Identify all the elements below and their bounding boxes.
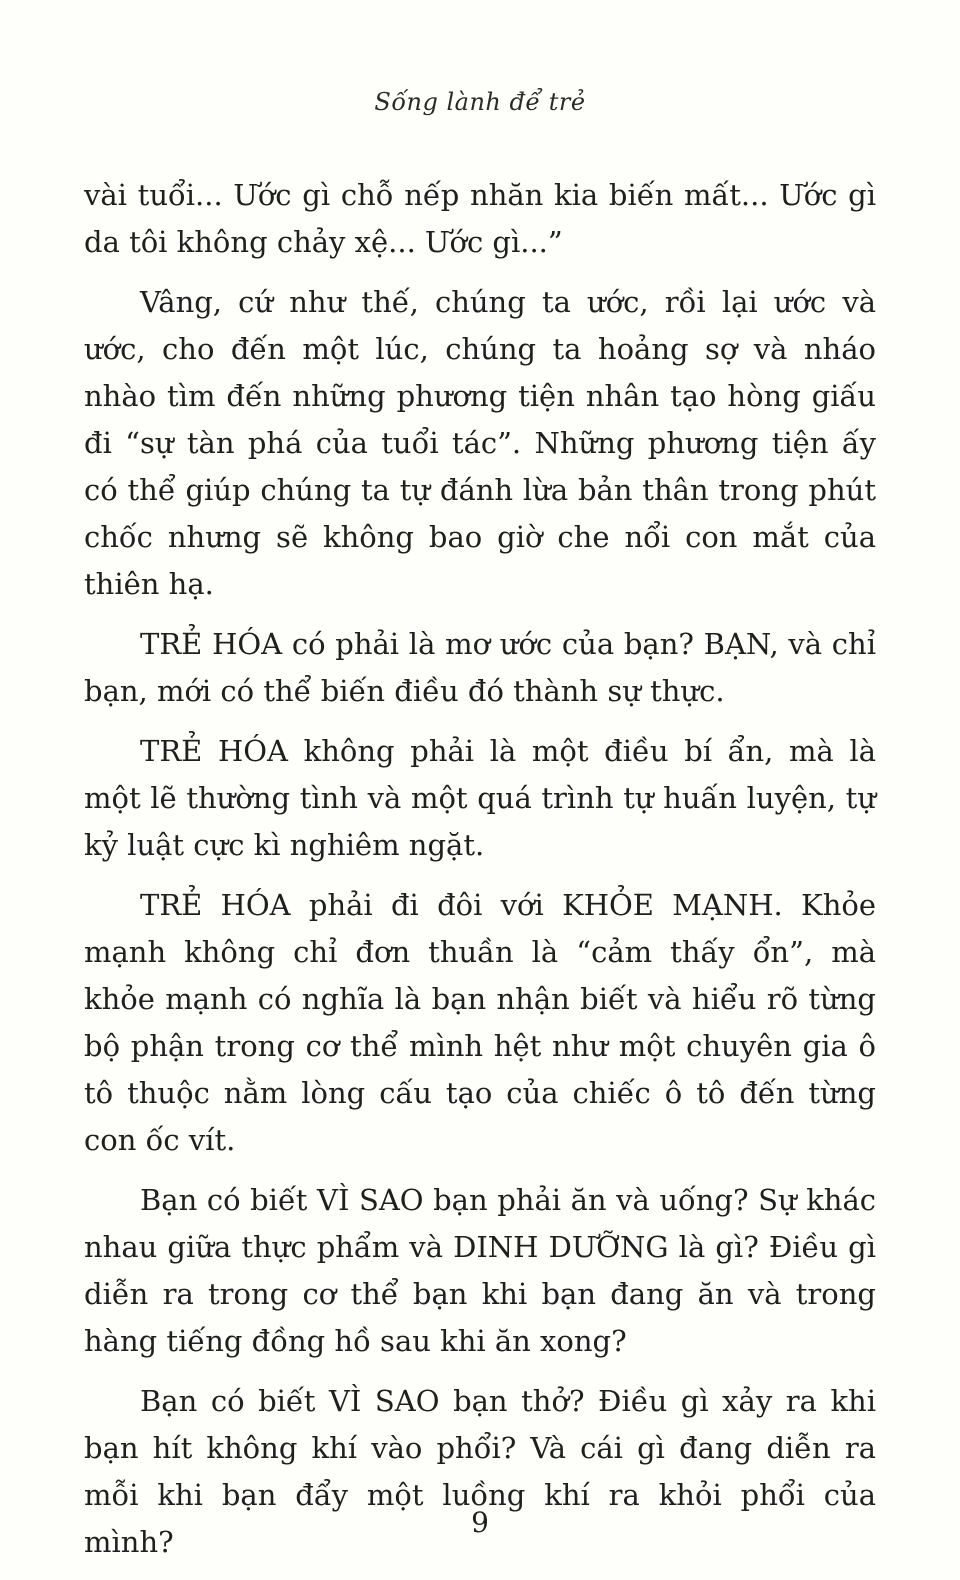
paragraph: TRẺ HÓA không phải là một điều bí ẩn, mà là một lẽ thường tình và một quá trình tự huấn luyện, tự kỷ luật cực kì nghiêm ngặt.	[84, 734, 876, 862]
body-text	[84, 172, 876, 1579]
running-header-title: Sống lành để trẻ	[374, 88, 586, 116]
paragraph: TRẺ HÓA phải đi đôi với KHỎE MẠNH. Khỏe mạnh không chỉ đơn thuần là “cảm thấy ổn”, mà khỏe mạnh có nghĩa là bạn nhận biết và hiểu rõ từng bộ phận trong cơ thể mình hệt như một chuyên gia ô tô thuộc nằm lòng cấu tạo của chiếc ô tô đến từng con ốc vít.	[84, 888, 876, 1157]
paragraph: Bạn có biết VÌ SAO bạn thở? Điều gì xảy ra khi bạn hít không khí vào phổi? Và cái gì đang diễn ra mỗi khi bạn đẩy một luồng khí ra khỏi phổi của mình?	[84, 1384, 876, 1559]
paragraph-continuation: vài tuổi... Ước gì chỗ nếp nhăn kia biến mất... Ước gì da tôi không chảy xệ... Ước gì...”	[84, 178, 876, 259]
paragraph: TRẺ HÓA có phải là mơ ước của bạn? BẠN, và chỉ bạn, mới có thể biến điều đó thành sự thực.	[84, 627, 876, 708]
page-number: 9	[471, 1506, 489, 1539]
paragraph: Vâng, cứ như thế, chúng ta ước, rồi lại ước và ước, cho đến một lúc, chúng ta hoảng sợ và nháo nhào tìm đến những phương tiện nhân tạo hòng giấu đi “sự tàn phá của tuổi tác”. Những phương tiện ấy có thể giúp chúng ta tự đánh lừa bản thân trong phút chốc nhưng sẽ không bao giờ che nổi con mắt của thiên hạ.	[84, 285, 876, 601]
paragraph: Bạn có biết VÌ SAO bạn phải ăn và uống? Sự khác nhau giữa thực phẩm và DINH DƯỠNG là gì? Điều gì diễn ra trong cơ thể bạn khi bạn đang ăn và trong hàng tiếng đồng hồ sau khi ăn xong?	[84, 1183, 876, 1358]
